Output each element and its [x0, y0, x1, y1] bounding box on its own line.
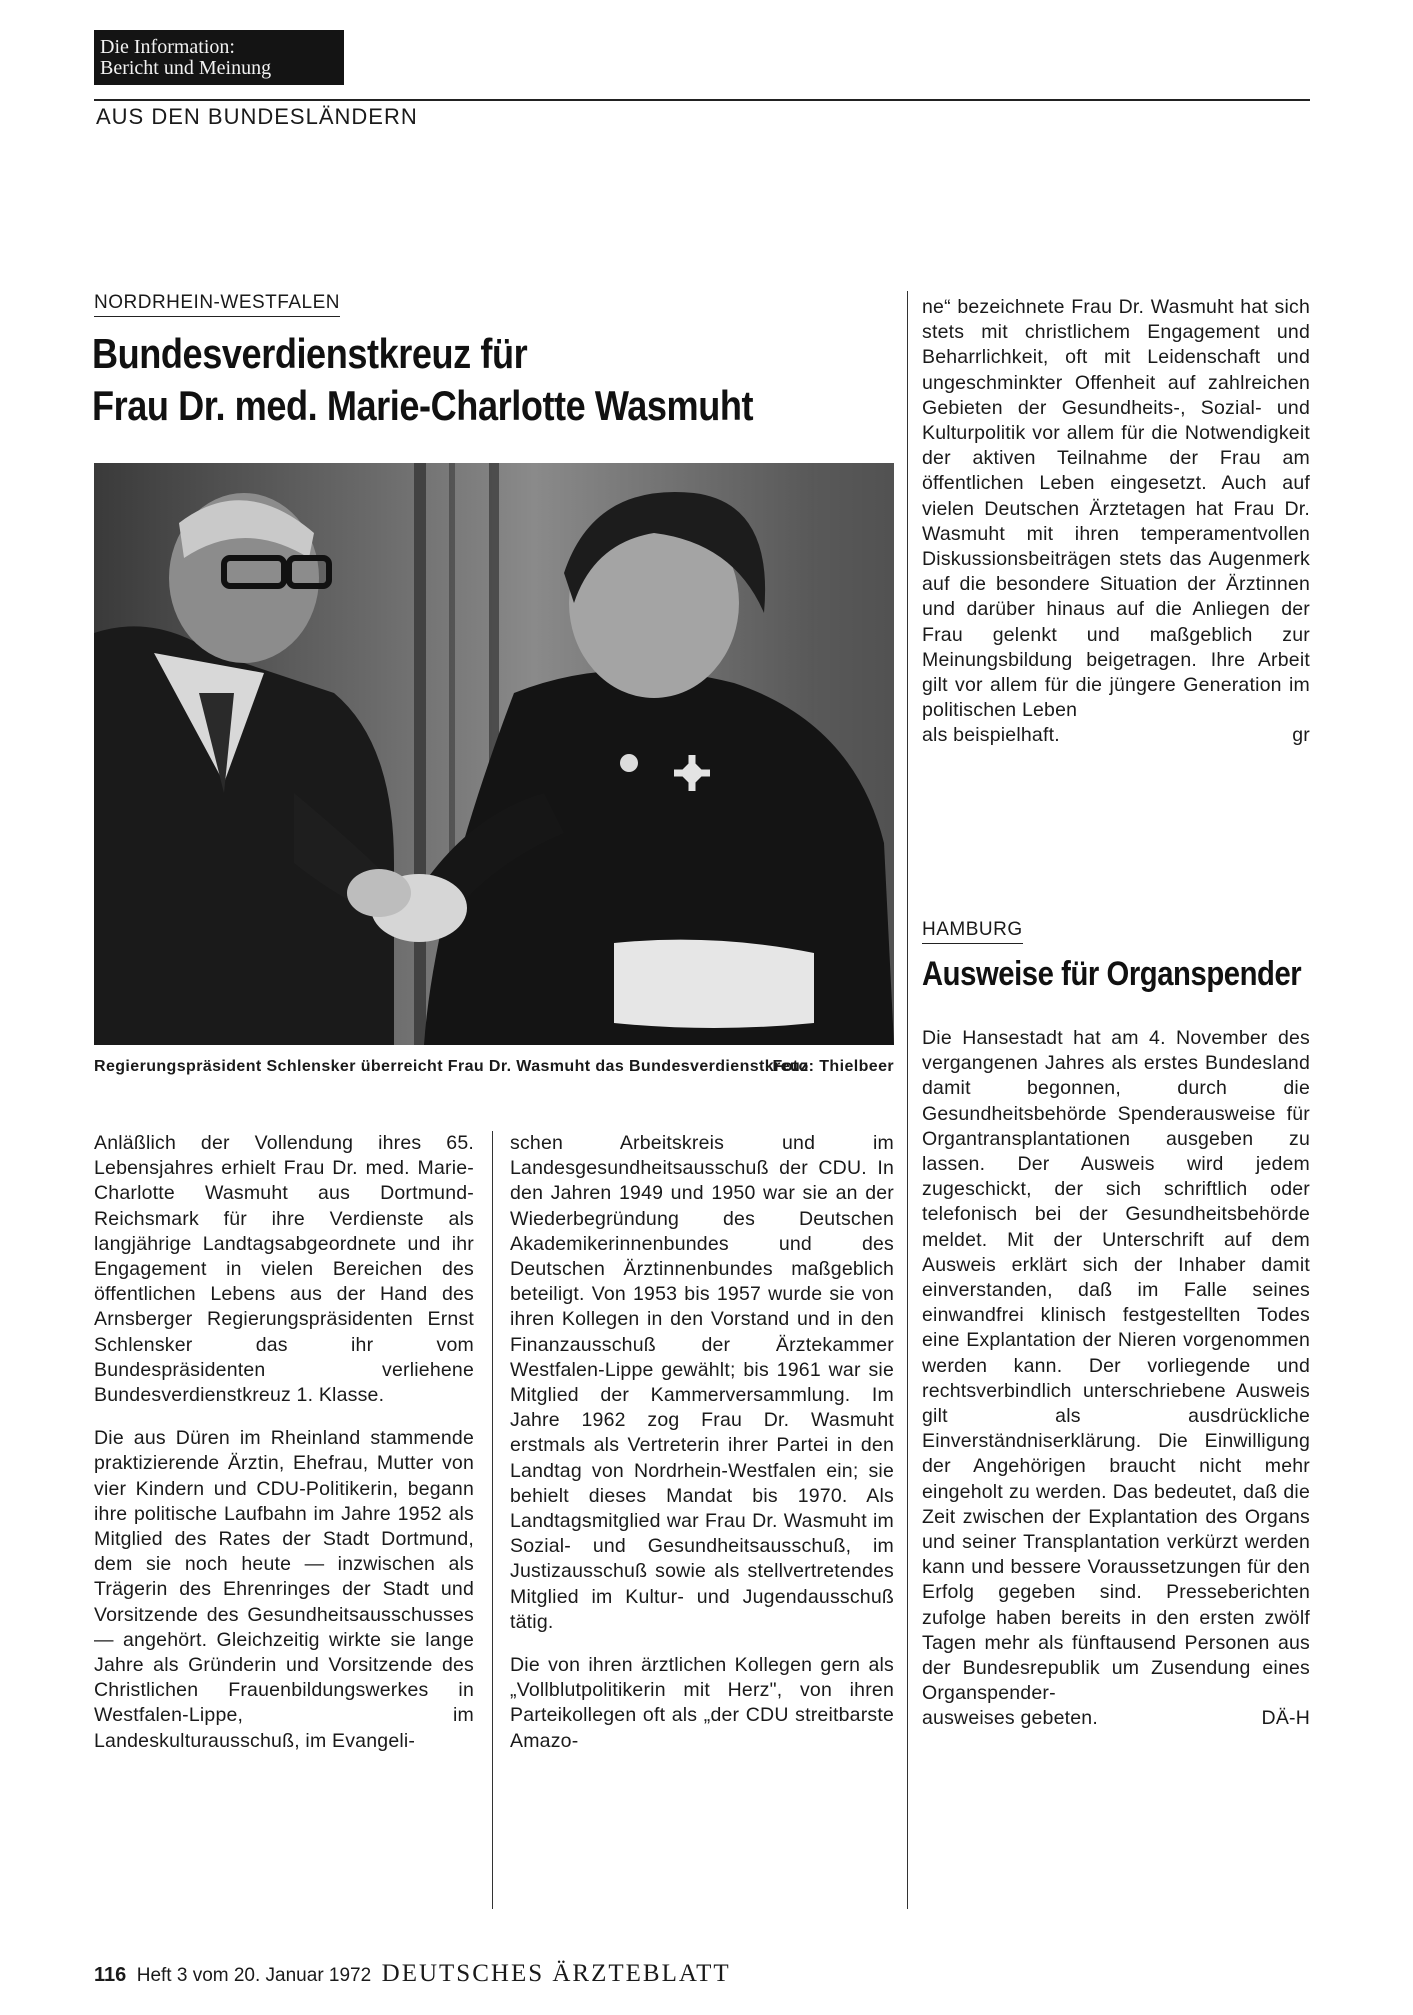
- article1-paragraph: Die von ihren ärztlichen Kollegen gern als „Vollblutpolitikerin mit Herz", von ihren Parteikollegen oft als „der CDU streitbarste Amazo-: [510, 1654, 894, 1752]
- article1-kicker-wrap: [94, 291, 380, 315]
- photo-caption: [94, 1056, 894, 1078]
- page-number: 116: [94, 1964, 127, 1986]
- article2-signature: DÄ-H: [1261, 1707, 1310, 1730]
- section-title: AUS DEN BUNDESLÄNDERN: [96, 104, 418, 129]
- article1-headline-line2: Frau Dr. med. Marie-Charlotte Wasmuht: [92, 382, 754, 429]
- article2-kicker-wrap: [922, 918, 1122, 942]
- issue-info: Heft 3 vom 20. Januar 1972: [136, 1965, 372, 1986]
- article1-last-line: [922, 723, 1310, 748]
- photo-illustration: [94, 463, 894, 1045]
- column-divider: [492, 1131, 493, 1909]
- photo-credit: Foto: Thielbeer: [772, 1058, 894, 1075]
- article1-column-3: [922, 295, 1310, 749]
- article2-last-line-text: ausweises gebeten.: [922, 1707, 1098, 1730]
- column-divider: [907, 291, 908, 1909]
- header-rule: [94, 99, 1310, 101]
- article1-headline: [92, 328, 753, 432]
- article1-paragraph: Anläßlich der Vollendung ihres 65. Lebensjahres erhielt Frau Dr. med. Marie-Charlotte Wasmuht aus Dortmund-Reichsmark für ihre Verdienste als langjährige Landtagsabgeordnete und ihr Engagement in vielen Bereichen des öffentlichen Lebens aus der Hand des Arnsberger Regierungspräsidenten Ernst Schlensker das ihr vom Bundespräsidenten verliehene Bundesverdienstkreuz 1. Klasse.: [94, 1132, 474, 1407]
- masthead-badge-line2: Bericht und Meinung: [100, 57, 272, 79]
- article1-column-2: [510, 1131, 894, 1754]
- page-footer: [94, 1960, 731, 1988]
- article2-column: [922, 1026, 1310, 1732]
- photo-caption-text: Regierungspräsident Schlensker überreicht Frau Dr. Wasmuht das Bundesverdienstkreuz: [94, 1058, 809, 1075]
- article1-photo: [94, 463, 894, 1045]
- article2-paragraph: Die Hansestadt hat am 4. November des vergangenen Jahres als erstes Bundesland damit begonnen, durch die Gesundheitsbehörde Spenderausweise für Organtransplantationen ausgeben zu lassen. Der Ausweis wird jedem zugeschickt, der sich schriftlich oder telefonisch bei der Gesundheitsbehörde meldet. Mit der Unterschrift auf dem Ausweis erklärt sich der Inhaber damit einverstanden, daß im Falle seines einwandfrei klinisch festgestellten Todes eine Explantation der Nieren vorgenommen werden kann. Der vorliegende und rechtsverbindlich unterschriebene Ausweis gilt als ausdrückliche Einverständniserklärung. Die Einwilligung der Angehörigen braucht nicht mehr eingeholt zu werden. Das bedeutet, daß die Zeit zwischen der Explantation des Organs und seiner Transplantation verkürzt werden kann und bessere Voraussetzungen für den Erfolg gegeben sind. Presseberichten zufolge haben bereits in den ersten zwölf Tagen mehr als fünftausend Personen aus der Bundesrepublik um Zusendung eines Organspender-: [922, 1027, 1310, 1705]
- masthead-badge-line1: Die Information:: [100, 36, 235, 58]
- article1-headline-line1: Bundesverdienstkreuz für: [92, 330, 528, 377]
- article2-headline: Ausweise für Organspender: [922, 955, 1302, 993]
- article2-last-line: [922, 1706, 1310, 1731]
- article1-last-line-text: als beispielhaft.: [922, 724, 1060, 747]
- article1-kicker: NORDRHEIN-WESTFALEN: [94, 292, 340, 317]
- masthead-badge: [94, 30, 344, 85]
- article1-column-1: [94, 1131, 474, 1754]
- article1-paragraph: ne“ bezeichnete Frau Dr. Wasmuht hat sich stets mit christlichem Engagement und Beharrlichkeit, oft mit Leidenschaft und ungeschminkter Offenheit auf zahlreichen Gebieten der Gesundheits-, Sozial- und Kulturpolitik vor allem für die Notwendigkeit der aktiven Teilnahme der Frau am öffentlichen Leben eingesetzt. Auch auf vielen Deutschen Ärztetagen hat Frau Dr. Wasmuht mit ihren temperamentvollen Diskussionsbeiträgen stets das Augenmerk auf die besondere Situation der Ärztinnen und darüber hinaus auf die Anliegen der Frau gelenkt und maßgeblich zur Meinungsbildung beigetragen. Ihre Arbeit gilt vor allem für die jüngere Generation im politischen Leben: [922, 296, 1310, 722]
- article1-paragraph: Die aus Düren im Rheinland stammende praktizierende Ärztin, Ehefrau, Mutter von vier Kindern und CDU-Politikerin, begann ihre politische Laufbahn im Jahre 1952 als Mitglied des Rates der Stadt Dortmund, dem sie noch heute — inzwischen als Trägerin des Ehrenringes der Stadt und Vorsitzende des Gesundheitsausschusses — angehört. Gleichzeitig wirkte sie lange Jahre als Gründerin und Vorsitzende des Christlichen Frauenbildungswerkes in Westfalen-Lippe, im Landeskulturausschuß, im Evangeli-: [94, 1427, 474, 1752]
- article1-paragraph: schen Arbeitskreis und im Landesgesundheitsausschuß der CDU. In den Jahren 1949 und 1950 war sie an der Wiederbegründung des Deutschen Akademikerinnenbundes und des Deutschen Ärztinnenbundes maßgeblich beteiligt. Von 1953 bis 1957 wurde sie von ihren Kollegen in den Vorstand und in den Finanzausschuß der Ärztekammer Westfalen-Lippe gewählt; bis 1961 war sie Mitglied der Kammerversammlung. Im Jahre 1962 zog Frau Dr. Wasmuht erstmals als Vertreterin ihrer Partei in den Landtag von Nordrhein-Westfalen ein; sie behielt dieses Mandat bis 1970. Als Landtagsmitglied war Frau Dr. Wasmuht im Sozial- und Gesundheitsausschuß, im Justizausschuß sowie als stellvertretendes Mitglied im Kultur- und Jugendausschuß tätig.: [510, 1132, 894, 1633]
- article2-kicker: HAMBURG: [922, 919, 1023, 944]
- footer-masthead: DEUTSCHES ÄRZTEBLATT: [381, 1960, 731, 1987]
- article1-signature: gr: [1292, 724, 1310, 747]
